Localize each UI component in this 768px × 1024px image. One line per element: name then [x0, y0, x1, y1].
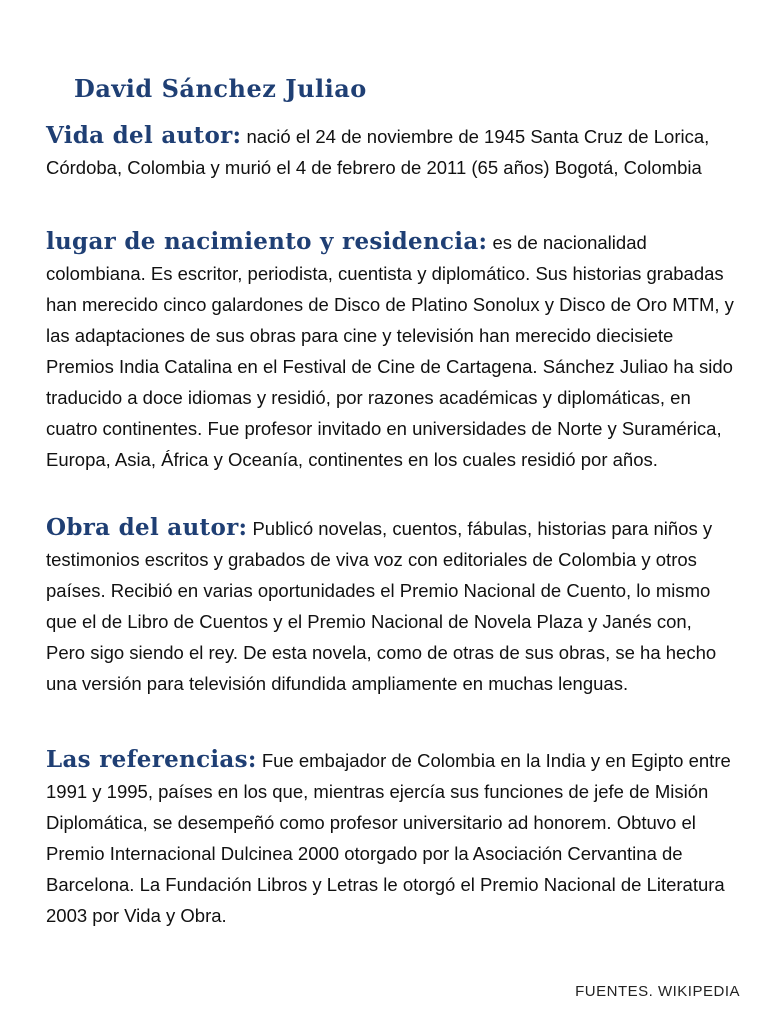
section-text: Publicó novelas, cuentos, fábulas, historias para niños y testimonios escritos y grabados de viva voz con editoriales de Colombia y otros países. Recibió en varias oportunidades el Premio Nacional de Cuento, lo mismo que el de Libro de Cuentos y el Premio Nacional de Novela Plaza y Janés con, Pero sigo siendo el rey. De esta novela, como de otras de sus obras, se ha hecho una versión para televisión difundida ampliamente en muchas lenguas.: [46, 518, 717, 694]
section-text: Fue embajador de Colombia en la India y en Egipto entre 1991 y 1995, países en los que, mientras ejercía sus funciones de jefe de Misión Diplomática, se desempeñó como profesor universitario ad honorem. Obtuvo el Premio Internacional Dulcinea 2000 otorgado por la Asociación Cervantina de Barcelona. La Fundación Libros y Letras le otorgó el Premio Nacional de Literatura 2003 por Vida y Obra.: [46, 750, 731, 926]
section-obra-del-autor: [46, 512, 736, 699]
section-text: es de nacionalidad colombiana. Es escritor, periodista, cuentista y diplomático. Sus historias grabadas han merecido cinco galardones de Disco de Platino Sonolux y Disco de Oro MTM, y las adaptaciones de sus obras para cine y televisión han merecido diecisiete Premios India Catalina en el Festival de Cine de Cartagena. Sánchez Juliao ha sido traducido a doce idiomas y residió, por razones académicas y diplomáticas, en cuatro continentes. Fue profesor invitado en universidades de Norte y Suramérica, Europa, Asia, África y Oceanía, continentes en los cuales residió por años.: [46, 232, 734, 470]
document-title: David Sánchez Juliao: [74, 74, 367, 103]
section-text: nació el 24 de noviembre de 1945 Santa Cruz de Lorica, Córdoba, Colombia y murió el 4 de febrero de 2011 (65 años) Bogotá, Colombia: [46, 126, 710, 178]
sources-footer: FUENTES. WIKIPEDIA: [575, 983, 740, 1000]
section-vida-del-autor: [46, 120, 736, 183]
section-heading: Las referencias:: [46, 746, 257, 773]
section-heading: Vida del autor:: [46, 122, 242, 149]
section-heading: lugar de nacimiento y residencia:: [46, 228, 488, 255]
section-heading: Obra del autor:: [46, 514, 248, 541]
section-las-referencias: [46, 744, 736, 931]
section-lugar-de-nacimiento: [46, 226, 736, 475]
